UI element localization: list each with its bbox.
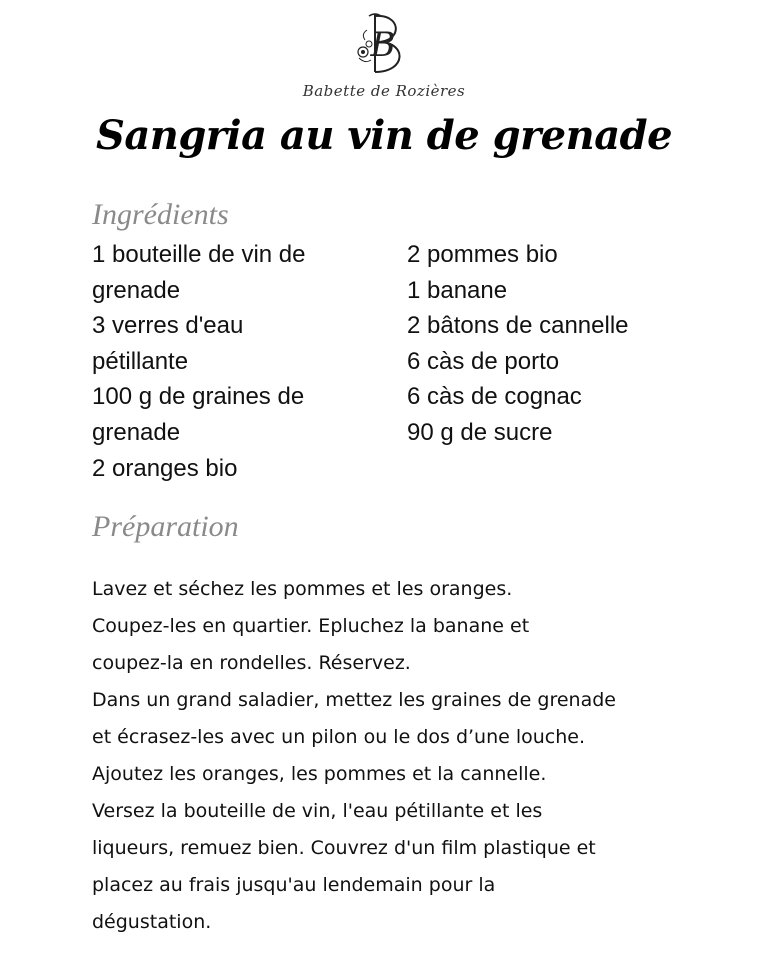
ingredients-list-right: [407, 237, 727, 451]
ingredient-line: 1 banane: [407, 276, 508, 304]
brand-name: Babette de Rozières: [302, 82, 466, 100]
preparation-line: coupez-la en rondelles. Réservez.: [92, 652, 411, 674]
preparation-line: et écrasez-les avec un pilon ou le dos d’une louche.: [92, 726, 586, 748]
brand-logo: [0, 8, 768, 100]
ingredient-line: 2 pommes bio: [407, 241, 558, 268]
preparation-line: Versez la bouteille de vin, l'eau pétillante et les: [92, 800, 543, 822]
ingredient-line: 2 bâtons de cannelle: [407, 312, 629, 340]
ingredient-line: pétillante: [92, 347, 189, 375]
ingredient-line: 100 g de graines de: [92, 383, 305, 411]
ingredients-heading: Ingrédients: [92, 198, 229, 231]
preparation-line: dégustation.: [92, 911, 212, 933]
preparation-heading: Préparation: [92, 510, 239, 543]
recipe-title: Sangria au vin de grenade: [95, 112, 673, 159]
ingredient-line: 1 bouteille de vin de: [92, 241, 306, 268]
ingredient-line: 2 oranges bio: [92, 454, 238, 482]
preparation-line: Dans un grand saladier, mettez les graines de grenade: [92, 689, 616, 711]
ingredient-line: 90 g de sucre: [407, 418, 553, 446]
preparation-line: liqueurs, remuez bien. Couvrez d'un film plastique et: [92, 837, 596, 859]
monogram-flower-icon: [349, 8, 419, 78]
preparation-line: Lavez et séchez les pommes et les oranges.: [92, 578, 513, 600]
ingredients-list-left: [92, 237, 352, 486]
preparation-line: placez au frais jusqu'au lendemain pour la: [92, 874, 496, 896]
ingredient-line: 6 càs de cognac: [407, 383, 582, 411]
preparation-line: Ajoutez les oranges, les pommes et la cannelle.: [92, 763, 547, 785]
preparation-line: Coupez-les en quartier. Epluchez la banane et: [92, 615, 530, 637]
ingredient-line: grenade: [92, 418, 181, 446]
ingredient-line: grenade: [92, 276, 181, 304]
preparation-text: [92, 571, 712, 941]
ingredient-line: 3 verres d'eau: [92, 312, 244, 340]
logo-monogram-letter: B: [370, 25, 396, 65]
ingredient-line: 6 càs de porto: [407, 347, 560, 375]
